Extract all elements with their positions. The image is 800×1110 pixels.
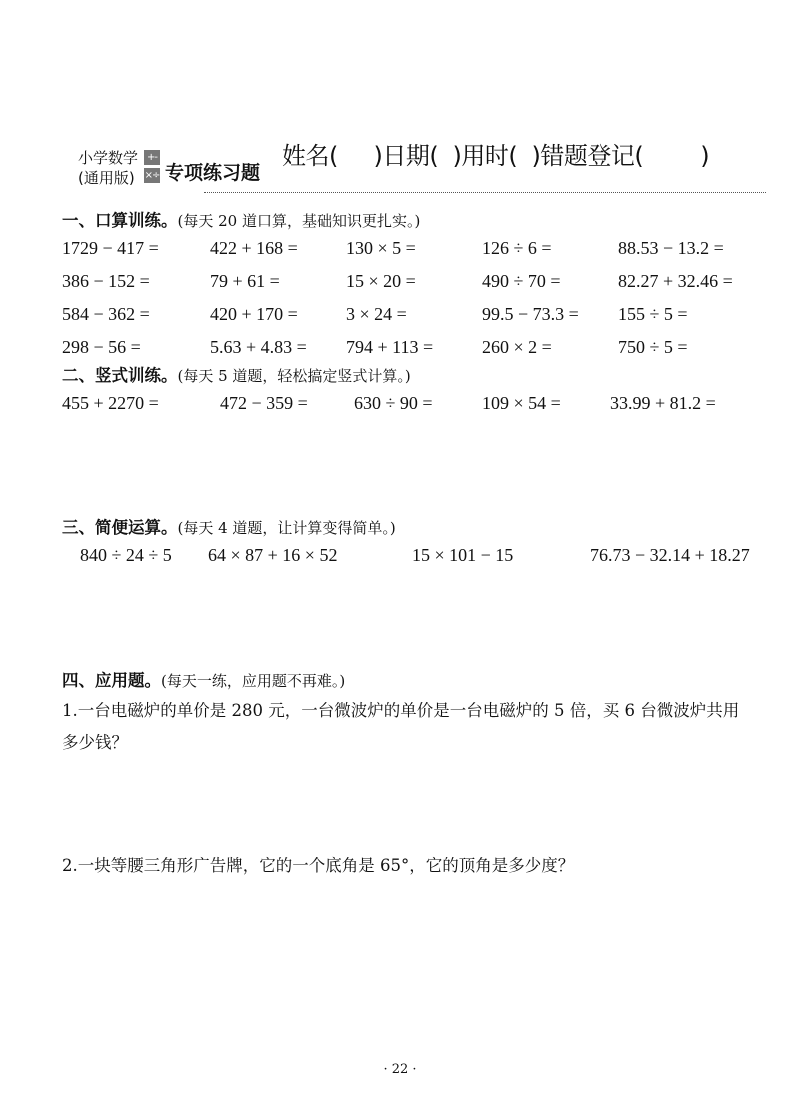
mental-math-item: 15 × 20 = (346, 271, 416, 291)
brand-title: 专项练习题 (165, 162, 261, 184)
mental-math-item: 750 ÷ 5 = (618, 337, 688, 357)
brand-line-2: (通用版) (78, 169, 135, 187)
brand-label (78, 148, 138, 188)
section-4-heading (62, 667, 345, 691)
mental-math-item: 584 − 362 = (62, 304, 150, 324)
mental-math-item: 82.27 + 32.46 = (618, 271, 733, 291)
section-1-title: 一、口算训练。 (62, 211, 178, 230)
section-2-title: 二、竖式训练。 (62, 366, 178, 385)
mental-math-item: 155 ÷ 5 = (618, 304, 688, 324)
brand-line-1: 小学数学 (78, 149, 139, 167)
worksheet-header (64, 128, 710, 196)
header-divider (204, 192, 766, 193)
section-2-heading (62, 362, 411, 386)
section-3-heading (62, 514, 396, 538)
word-problem-2: 2.一块等腰三角形广告牌，它的一个底角是 65°，它的顶角是多少度？ (62, 856, 575, 875)
mental-math-item: 79 + 61 = (210, 271, 280, 291)
vertical-calc-item: 472 − 359 = (220, 393, 308, 413)
mental-math-item: 3 × 24 = (346, 304, 407, 324)
mental-math-item: 298 − 56 = (62, 337, 141, 357)
mental-math-item: 130 × 5 = (346, 238, 416, 258)
simplify-calc-row (80, 545, 780, 569)
mental-math-item: 420 + 170 = (210, 304, 298, 324)
vertical-calc-item: 455 + 2270 = (62, 393, 159, 413)
word-problem-1: 1.一台电磁炉的单价是 280 元，一台微波炉的单价是一台电磁炉的 5 倍，买 6 台微波炉共用多少钱？ (62, 701, 740, 752)
section-4-note: (每天一练，应用题不再难。) (161, 672, 346, 690)
section-1-heading (62, 207, 420, 231)
plus-minus-icon: +- (144, 150, 160, 165)
vertical-calc-item: 109 × 54 = (482, 393, 561, 413)
vertical-calc-item: 33.99 + 81.2 = (610, 393, 716, 413)
mental-math-item: 260 × 2 = (482, 337, 552, 357)
section-3-note: (每天 4 道题，让计算变得简单。) (177, 519, 396, 537)
mental-math-item: 88.53 − 13.2 = (618, 238, 724, 258)
vertical-calc-item: 630 ÷ 90 = (354, 393, 433, 413)
mental-math-item: 794 + 113 = (346, 337, 434, 357)
vertical-calc-row (62, 393, 762, 417)
operator-badges (144, 150, 162, 186)
student-info-line: 姓名( )日期( )用时( )错题登记( ) (282, 142, 710, 170)
simplify-calc-item: 64 × 87 + 16 × 52 (208, 545, 338, 565)
simplify-calc-item: 15 × 101 − 15 (412, 545, 514, 565)
page-number: · 22 · (383, 1062, 417, 1077)
times-divide-icon: ×÷ (144, 170, 160, 181)
mental-math-item: 99.5 − 73.3 = (482, 304, 579, 324)
mental-math-item: 490 ÷ 70 = (482, 271, 561, 291)
section-1-note: (每天 20 道口算，基础知识更扎实。) (177, 212, 421, 230)
simplify-calc-item: 840 ÷ 24 ÷ 5 (80, 545, 172, 565)
section-3-title: 三、简便运算。 (62, 518, 178, 537)
mental-math-item: 5.63 + 4.83 = (210, 337, 307, 357)
section-2-note: (每天 5 道题，轻松搞定竖式计算。) (177, 367, 411, 385)
mental-math-item: 386 − 152 = (62, 271, 150, 291)
mental-math-item: 422 + 168 = (210, 238, 298, 258)
simplify-calc-item: 76.73 − 32.14 + 18.27 (590, 545, 750, 565)
section-4-title: 四、应用题。 (62, 671, 161, 690)
mental-math-item: 126 ÷ 6 = (482, 238, 552, 258)
mental-math-item: 1729 − 417 = (62, 238, 159, 258)
